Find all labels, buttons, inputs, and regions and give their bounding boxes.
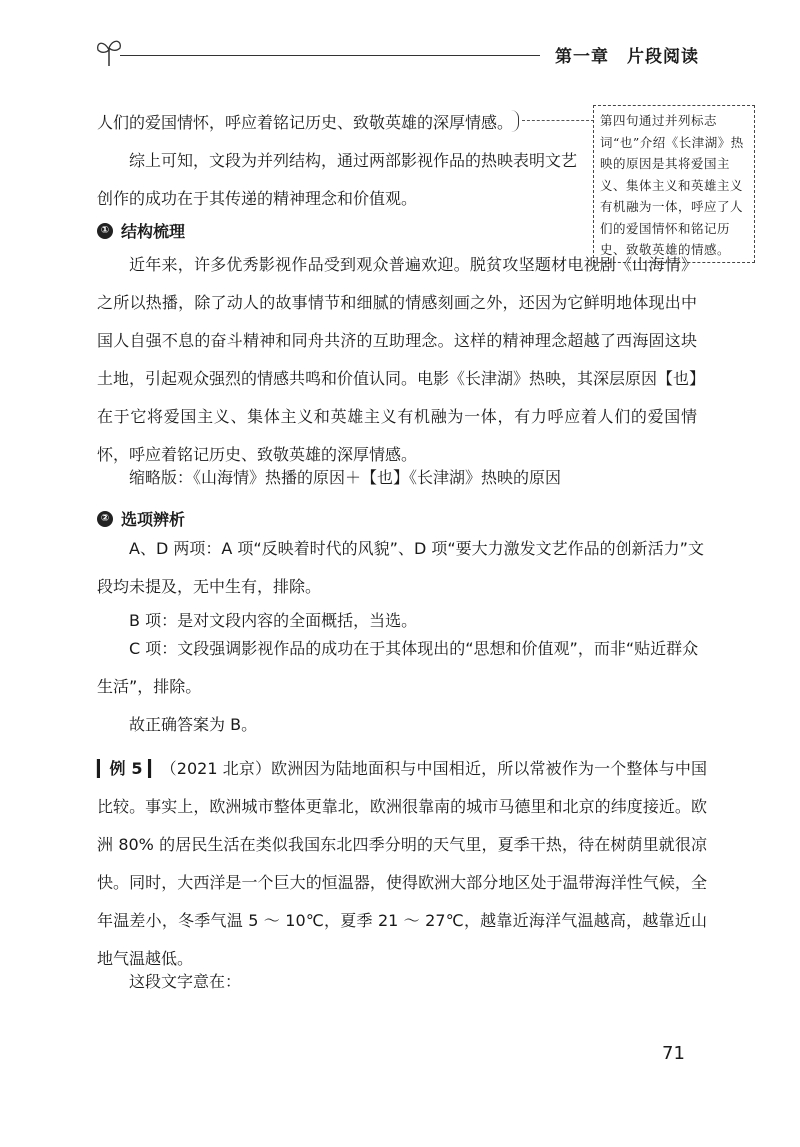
answer-line: 故正确答案为 B。 [129, 715, 258, 734]
section-number-badge: ① [97, 223, 113, 239]
sprout-icon [94, 34, 124, 68]
option-b-analysis: B 项：是对文段内容的全面概括，当选。 [129, 611, 418, 630]
continued-paragraph-end: 人们的爱国情怀，呼应着铭记历史、致敬英雄的深厚情感。 [97, 113, 514, 132]
option-ad-analysis: A、D 两项：A 项“反映着时代的风貌”、D 项“要大力激发文艺作品的创新活力”文段均未提及，无中生有，排除。 [97, 539, 704, 596]
example-5-passage [97, 750, 707, 978]
chapter-title: 第一章 片段阅读 [555, 47, 699, 67]
side-note: 第四句通过并列标志词“也”介绍《长津湖》热映的原因是其将爱国主义、集体主义和英雄主义有机融为一体，呼应了人们的爱国情怀和铭记历史、致敬英雄的情感。 [593, 105, 755, 263]
bracket-mark [510, 110, 519, 132]
page-number: 71 [662, 1043, 685, 1064]
example-tag: ▎例 5 ▎ [97, 759, 161, 778]
example-text: （2021 北京）欧洲因为陆地面积与中国相近，所以常被作为一个整体与中国比较。事实上，欧洲城市整体更靠北，欧洲很靠南的城市马德里和北京的纬度接近。欧洲 80% 的居民生活在类似我国东北四季分明的天气里，夏季干热，待在树荫里就很凉快。同时，大西洋是一个巨大的恒温器，使得欧洲大部分地区处于温带海洋性气候，全年温差小，冬季气温 5 ～ 10℃，夏季 21 ～ 27℃，越靠近海洋气温越高，越靠近山地气温越低。 [97, 759, 707, 968]
short-version-line: 缩略版：《山海情》热播的原因＋【也】《长津湖》热映的原因 [129, 468, 562, 487]
section-options-heading [97, 507, 185, 530]
section-title: 结构梳理 [121, 222, 186, 241]
section-structure-heading [97, 219, 185, 242]
summary-paragraph: 综上可知，文段为并列结构，通过两部影视作品的热映表明文艺创作的成功在于其传递的精神理念和价值观。 [97, 151, 578, 208]
note-connector [522, 120, 594, 121]
structure-paragraph: 近年来，许多优秀影视作品受到观众普遍欢迎。脱贫攻坚题材电视剧《山海情》之所以热播，除了动人的故事情节和细腻的情感刻画之外，还因为它鲜明地体现出中国人自强不息的奋斗精神和同舟共济的互助理念。这样的精神理念超越了西海固这块土地，引起观众强烈的情感共鸣和价值认同。电影《长津湖》热映，其深层原因【也】在于它将爱国主义、集体主义和英雄主义有机融为一体，有力呼应着人们的爱国情怀，呼应着铭记历史、致敬英雄的深厚情感。 [97, 255, 698, 464]
option-c-analysis: C 项：文段强调影视作品的成功在于其体现出的“思想和价值观”，而非“贴近群众生活”，排除。 [97, 639, 699, 696]
section-number-badge: ② [97, 511, 113, 527]
question-prompt: 这段文字意在： [129, 972, 242, 991]
section-title: 选项辨析 [121, 510, 186, 529]
header-rule [120, 55, 540, 56]
